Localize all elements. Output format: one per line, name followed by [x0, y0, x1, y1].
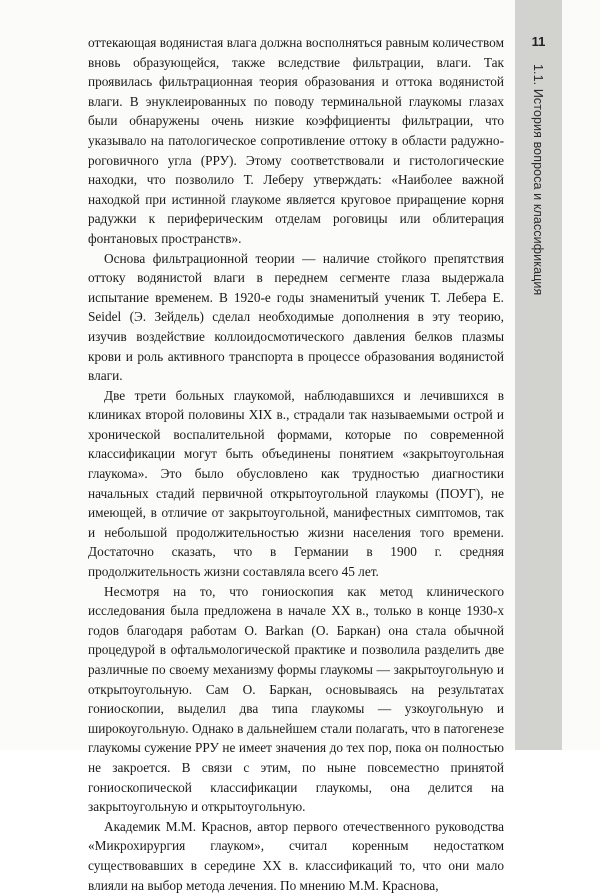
paragraph: Две трети больных глаукомой, наблюдавшихся и лечившихся в клиниках второй половины XIX в., страдали так называемыми острой и хронической воспалительной формами, которые по современной классификации могут быть объединены понятием «закрытоугольная глаукома». Это было обусловлено как трудностью диагностики начальных стадий первичной открытоугольной глаукомы (ПОУГ), не имеющей, в отличие от закрытоугольной, манифестных симптомов, так и небольшой продолжительностью жизни населения того времени. Достаточно сказать, что в Германии в 1900 г. средняя продолжительность жизни составляла всего 45 лет. — [88, 387, 504, 580]
body-text — [88, 33, 504, 895]
paragraph: Основа фильтрационной теории — наличие стойкого препятствия оттоку водянистой влаги в переднем сегменте глаза выдержала испытание временем. В 1920-е годы знаменитый ученик Т. Лебера E. Seidel (Э. Зейдель) сделал необходимые дополнения в эту теорию, изучив воздействие коллоидосмотического давления белков плазмы крови и роль активного транспорта в процессе образования водянистой влаги. — [88, 250, 504, 384]
page-number: 11 — [531, 34, 546, 49]
running-chapter-title: 1.1. История вопроса и классификация — [531, 64, 545, 296]
paragraph: Академик М.М. Краснов, автор первого отечественного руководства «Микрохирургия глауком», считал коренным недостатком существовавших в середине XX в. классификаций то, что они мало влияли на выбор метода лечения. По мнению М.М. Краснова, — [88, 818, 504, 893]
paragraph: Несмотря на то, что гониоскопия как метод клинического исследования была предложена в начале XX в., только в конце 1930-х годов благодаря работам O. Barkan (О. Баркан) она стала обычной процедурой в офтальмологической практике и позволила разделить две различные по своему механизму формы глаукомы — закрытоугольную и открытоугольную. Сам O. Баркан, основываясь на результатах гониоскопии, выделил два типа глаукомы — узкоугольную и широкоугольную. Однако в дальнейшем стали полагать, что в патогенезе глаукомы сужение РРУ не имеет значения до тех пор, пока он полностью не закроется. В связи с этим, по ныне повсеместно принятой гониоскопической классификации глаукомы, она делится на закрытоугольную и открытоугольную. — [88, 583, 504, 815]
paragraph: оттекающая водянистая влага должна восполняться равным количеством вновь образующейся, также вследствие фильтрации, влаги. Так проявилась фильтрационная теория образования и оттока водянистой влаги. В энуклеированных по поводу терминальной глаукомы глазах были обнаружены очень низкие коэффициенты фильтрации, что указывало на патологическое сопротивление оттоку в области радужно-роговичного угла (РРУ). Этому соответствовали и гистологические находки, что позволило Т. Леберу утверждать: «Наиболее важной находкой при истинной глаукоме является круговое приращение корня радужки к периферическим отделам роговицы или облитерация фонтановых пространств». — [88, 35, 504, 246]
